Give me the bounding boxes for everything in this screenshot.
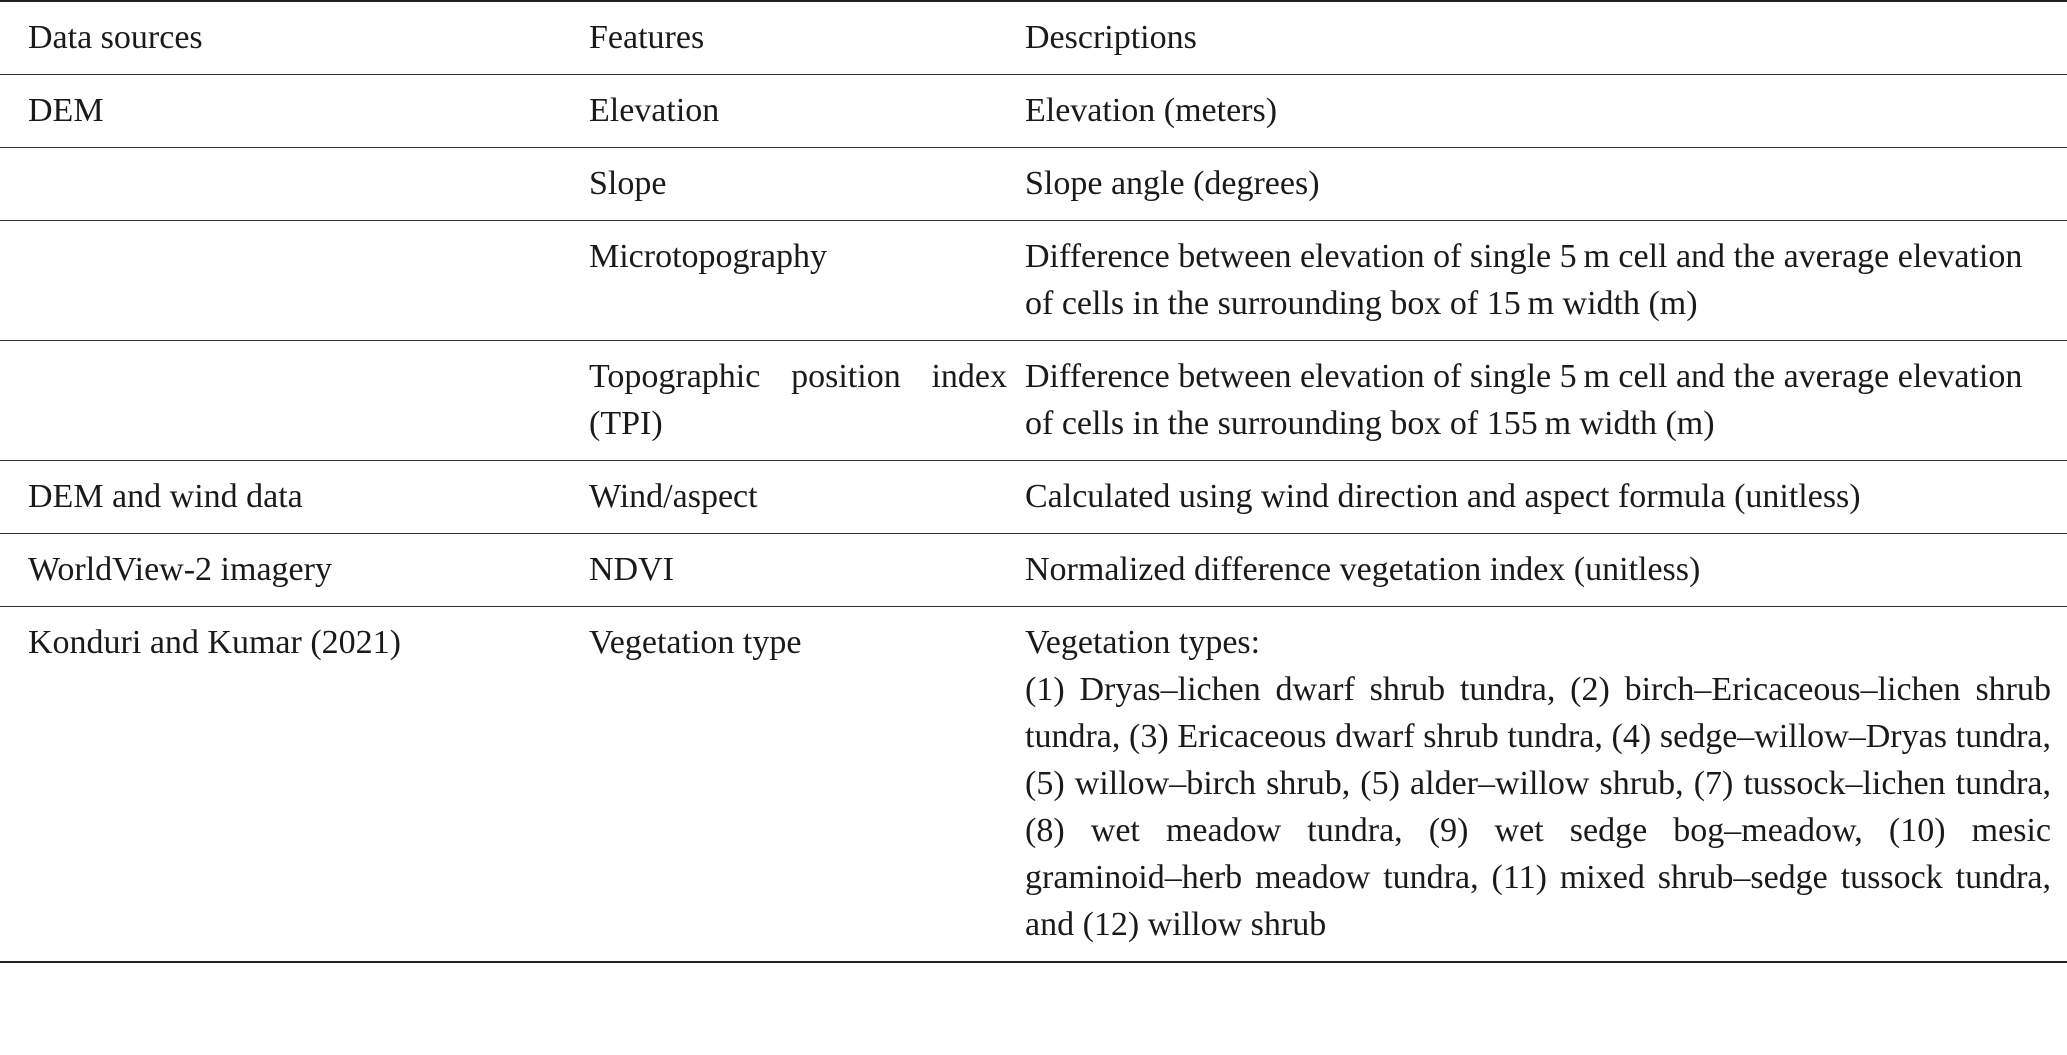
header-descriptions: Descriptions bbox=[1025, 19, 1197, 56]
header-data-sources: Data sources bbox=[28, 19, 203, 56]
cell-feature: Topographic position index (TPI) bbox=[589, 358, 1007, 442]
cell-description: Slope angle (degrees) bbox=[1025, 165, 1320, 202]
cell-description: Calculated using wind direction and aspect formula (unitless) bbox=[1025, 478, 1861, 515]
cell-source: WorldView-2 imagery bbox=[28, 551, 332, 588]
cell-feature: Microtopography bbox=[589, 238, 827, 275]
table-row bbox=[0, 461, 2067, 534]
table-row bbox=[0, 341, 2067, 461]
table-row bbox=[0, 534, 2067, 607]
table-row bbox=[0, 221, 2067, 341]
table-row bbox=[0, 148, 2067, 221]
cell-source: DEM bbox=[28, 92, 104, 129]
cell-description: Elevation (meters) bbox=[1025, 92, 1278, 129]
cell-description bbox=[1025, 607, 2067, 961]
cell-source bbox=[0, 148, 589, 220]
cell-feature: Vegetation type bbox=[589, 624, 802, 661]
cell-description: Normalized difference vegetation index (unitless) bbox=[1025, 551, 1701, 588]
cell-description: Difference between elevation of single 5 m cell and the average elevation of cells in the surrounding box of 15 m width (m) bbox=[1025, 238, 2023, 322]
cell-source bbox=[0, 341, 589, 460]
cell-description: Difference between elevation of single 5 m cell and the average elevation of cells in the surrounding box of 155 m width (m) bbox=[1025, 358, 2023, 442]
cell-source bbox=[0, 221, 589, 340]
cell-feature: Slope bbox=[589, 165, 667, 202]
table-row bbox=[0, 607, 2067, 961]
table-row bbox=[0, 75, 2067, 148]
vegetation-types-list: (1) Dryas–lichen dwarf shrub tundra, (2) birch–Ericaceous–lichen shrub tundra, (3) Ericaceous dwarf shrub tundra, (4) sedge–willow–Dryas tundra, (5) willow–birch shrub, (5) alder–willow shrub, (7) tussock–lichen tundra, (8) wet meadow tundra, (9) wet sedge bog–meadow, (10) mesic graminoid–herb meadow tundra, (11) mixed shrub–sedge tussock tundra, and (12) willow shrub bbox=[1025, 671, 2051, 943]
cell-feature: NDVI bbox=[589, 551, 674, 588]
vegetation-types-title: Vegetation types: bbox=[1025, 624, 1261, 661]
cell-source: DEM and wind data bbox=[28, 478, 303, 515]
cell-feature: Elevation bbox=[589, 92, 720, 129]
cell-feature: Wind/aspect bbox=[589, 478, 758, 515]
cell-source: Konduri and Kumar (2021) bbox=[28, 624, 401, 661]
table-header-row bbox=[0, 2, 2067, 75]
header-features: Features bbox=[589, 19, 705, 56]
